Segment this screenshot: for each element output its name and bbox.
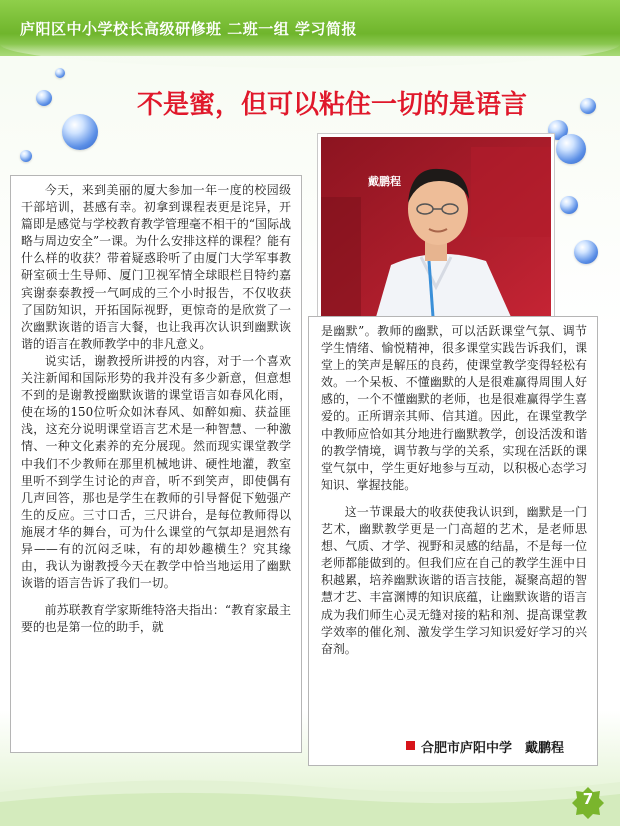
bubble-decoration [55, 68, 65, 78]
right-text-column [308, 316, 598, 766]
header-title: 庐阳区中小学校长高级研修班 二班一组 学习简报 [20, 20, 357, 38]
bubble-decoration [580, 98, 596, 114]
left-text-column [10, 175, 302, 753]
author-photo [318, 134, 554, 320]
photo-caption: 戴鹏程 [368, 175, 401, 188]
bubble-decoration [20, 150, 32, 162]
portrait-illustration [321, 137, 551, 317]
paragraph: 前苏联教育学家斯维特洛夫指出：“教育家最主要的也是第一位的助手，就 [21, 603, 291, 635]
author-marker-icon [406, 741, 415, 750]
bubble-decoration [556, 134, 586, 164]
author-byline: 合肥市庐阳中学 戴鹏程 [421, 741, 565, 756]
bubble-decoration [36, 90, 52, 106]
paragraph: 今天，来到美丽的厦大参加一年一度的校园级干部培训，甚感有幸。初拿到课程表更是诧异，开篇即是感觉与学校教育教学管理毫不相干的“国际战略与周边安全”一课。为什么安排这样的课程？能有什么样的收获？带着疑惑聆听了由厦门大学军事教研室硕士生导师、厦门卫视军情全球眼栏目特约嘉宾谢泰泰教授一气呵成的三个小时报告，不仅收获了国防知识，开拓国际视野，更惊奇的是欣赏了一次幽默诙谐的语言大餐，也让我再次认识到幽默诙谐的语言在教师教学中的非凡意义。 [21, 183, 291, 351]
paragraph: 说实话，谢教授所讲授的内容，对于一个喜欢关注新闻和国际形势的我并没有多少新意，但意想不到的是谢教授幽默诙谐的课堂语言如春风化雨，使在场的150位听众如沐春风、如醉如痴、获益匪浅，这充分说明课堂语言艺术是一种智慧、一种激情、一种文化素养的充分展现。然而现实课堂教学中我们不少教师在那里机械地讲、硬性地灌，教室里听不到学生讨论的声音，听不到笑声，即使偶有几声回答，那也是学生在教师的引导督促下勉强产生的反应。三寸口舌，三尺讲台，是每位教师得以施展才华的舞台，可为什么课堂的气氛却是迥然有异——有的沉闷乏味，有的却妙趣横生？究其缘由，我认为谢教授今天在教学中恰当地运用了幽默诙谐的语言告诉了我们一切。 [21, 353, 291, 591]
bubble-decoration [560, 196, 578, 214]
paragraph: 是幽默”。教师的幽默，可以活跃课堂气氛、调节学生情绪、愉悦精神，很多课堂实践告诉我们，课堂上的笑声是解压的良药，使课堂教学变得轻松有效。一个呆板、不懂幽默的人是很难赢得周围人好感的，一个不懂幽默的老师，也是很难赢得学生喜爱的。正所谓亲其师、信其道。因此，在课堂教学中教师应恰如其分地进行幽默教学，创设活泼和谐的教学情境，调节教与学的关系，实现在活跃的课堂气氛中，学生更好地参与互动，以积极心态学习知识、掌握技能。 [321, 324, 587, 492]
bubble-decoration [62, 114, 98, 150]
article-title: 不是蜜，但可以粘住一切的是语言 [137, 90, 528, 120]
paragraph: 这一节课最大的收获使我认识到，幽默是一门艺术，幽默教学更是一门高超的艺术，是老师思想、气质、才学、视野和灵感的结晶，不是每一位老师都能做到的。但我们应在自己的教学生涯中日积越累，培养幽默诙谐的语言技能，凝聚高超的智慧才艺、丰富渊博的知识底蕴，让幽默诙谐的语言成为我们师生心灵无缝对接的粘和剂、提高课堂教学效率的催化剂、激发学生学习知识爱好学习的兴奋剂。 [321, 504, 587, 656]
footer-wave [0, 772, 620, 826]
page-number: 7 [582, 790, 594, 808]
bubble-decoration [574, 240, 598, 264]
